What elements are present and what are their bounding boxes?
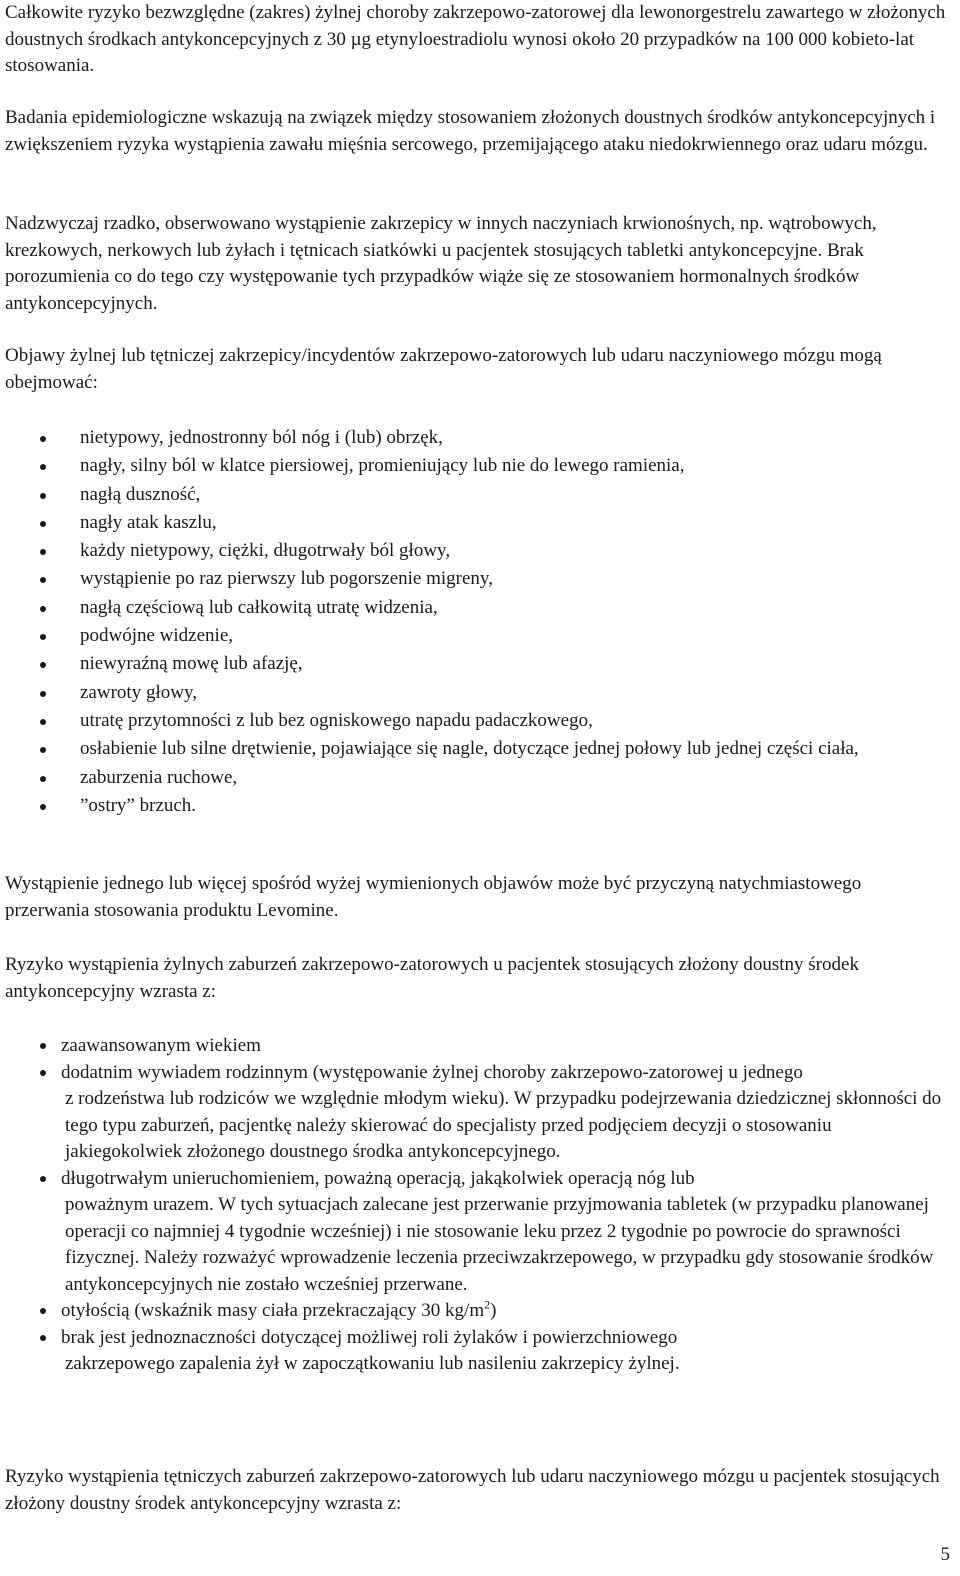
- bullet-icon: [40, 662, 46, 668]
- bullet-icon: [40, 606, 46, 612]
- list-item: dodatnim wywiadem rodzinnym (występowanie żylnej choroby zakrzepowo-zatorowej u jednego z rodzeństwa lub rodziców we względnie młodym wieku). W przypadku podejrzewania dziedzicznej skłonności do tego typu zaburzeń, pacjentkę należy skierować do specjalisty przed podjęciem decyzji o stosowaniu jakiegokolwiek złożonego doustnego środka antykoncepcyjnego.: [40, 1060, 952, 1166]
- bullet-icon: [40, 719, 46, 725]
- paragraph-stop-treatment: [5, 871, 950, 924]
- list-item: utratę przytomności z lub bez ogniskowego napadu padaczkowego,: [40, 707, 950, 735]
- bullet-icon: [40, 493, 46, 499]
- list-item: niewyraźną mowę lub afazję,: [40, 650, 950, 678]
- list-item: nagłą duszność,: [40, 481, 950, 509]
- list-item: nietypowy, jednostronny ból nóg i (lub) obrzęk,: [40, 424, 950, 452]
- paragraph-rare-thrombosis: [5, 211, 950, 317]
- list-item: wystąpienie po raz pierwszy lub pogorszenie migreny,: [40, 565, 950, 593]
- bullet-icon: [40, 691, 46, 697]
- list-item: osłabienie lub silne drętwienie, pojawiające się nagle, dotyczące jednej połowy lub jednej części ciała,: [40, 735, 950, 763]
- bullet-icon: [40, 436, 46, 442]
- paragraph-text: Badania epidemiologiczne wskazują na związek między stosowaniem złożonych doustnych środków antykoncepcyjnych i zwiększeniem ryzyka wystąpienia zawału mięśnia sercowego, przemijającego ataku niedokrwiennego oraz udaru mózgu.: [5, 107, 936, 155]
- bullet-icon: [40, 1308, 46, 1314]
- bullet-icon: [40, 549, 46, 555]
- list-item: nagłą częściową lub całkowitą utratę widzenia,: [40, 594, 950, 622]
- bullet-icon: [40, 1043, 46, 1049]
- paragraph-symptoms-intro: [5, 343, 950, 396]
- bullet-icon: [40, 577, 46, 583]
- paragraph-text: Objawy żylnej lub tętniczej zakrzepicy/incydentów zakrzepowo-zatorowych lub udaru naczyniowego mózgu mogą obejmować:: [5, 345, 882, 393]
- list-item: długotrwałym unieruchomieniem, poważną operacją, jakąkolwiek operacją nóg lub poważnym urazem. W tych sytuacjach zalecane jest przerwanie przyjmowania tabletek (w przypadku planowanej operacji co najmniej 4 tygodnie wcześniej) i nie stosowanie leku przez 2 tygodnie po powrocie do sprawności fizycznej. Należy rozważyć wprowadzenie leczenia przeciwzakrzepowego, w przypadku gdy stosowanie środków antykoncepcyjnych nie zostało wcześniej przerwane.: [40, 1166, 952, 1299]
- page-number: 5: [940, 1544, 950, 1565]
- bullet-icon: [40, 1335, 46, 1341]
- list-item: podwójne widzenie,: [40, 622, 950, 650]
- paragraph-text: Ryzyko wystąpienia żylnych zaburzeń zakrzepowo-zatorowych u pacjentek stosujących złożony doustny środek antykoncepcyjny wzrasta z:: [5, 954, 859, 1002]
- paragraph-absolute-risk: [5, 0, 950, 80]
- bullet-icon: [40, 776, 46, 782]
- list-item: zawroty głowy,: [40, 679, 950, 707]
- list-item: każdy nietypowy, ciężki, długotrwały ból głowy,: [40, 537, 950, 565]
- paragraph-text: Całkowite ryzyko bezwzględne (zakres) żylnej choroby zakrzepowo-zatorowej dla lewonorgestrelu zawartego w złożonych doustnych środkach antykoncepcyjnych z 30 µg etynyloestradiolu wynosi około 20 przypadków na 100 000 kobieto-lat stosowania.: [5, 2, 946, 76]
- bullet-icon: [40, 1176, 46, 1182]
- list-item: nagły, silny ból w klatce piersiowej, promieniujący lub nie do lewego ramienia,: [40, 452, 950, 480]
- list-item: nagły atak kaszlu,: [40, 509, 950, 537]
- paragraph-text: Wystąpienie jednego lub więcej spośród wyżej wymienionych objawów może być przyczyną natychmiastowego przerwania stosowania produktu Levomine.: [5, 873, 862, 921]
- symptoms-list: [40, 424, 950, 820]
- bullet-icon: [40, 634, 46, 640]
- paragraph-arterial-risk-intro: [5, 1464, 950, 1517]
- bullet-icon: [40, 521, 46, 527]
- list-item: brak jest jednoznaczności dotyczącej możliwej roli żylaków i powierzchniowego zakrzepowego zapalenia żył w zapoczątkowaniu lub nasileniu zakrzepicy żylnej.: [40, 1325, 952, 1378]
- bullet-icon: [40, 804, 46, 810]
- list-item: otyłością (wskaźnik masy ciała przekraczający 30 $kg/m^2$): [40, 1298, 952, 1325]
- paragraph-text: Nadzwyczaj rzadko, obserwowano wystąpienie zakrzepicy w innych naczyniach krwionośnych, np. wątrobowych, krezkowych, nerkowych lub żyłach i tętnicach siatkówki u pacjentek stosujących tabletki antykoncepcyjne. Brak porozumienia co do tego czy występowanie tych przypadków wiąże się ze stosowaniem hormonalnych środków antykoncepcyjnych.: [5, 213, 877, 314]
- paragraph-epidemiology: [5, 105, 950, 158]
- list-item: ”ostry” brzuch.: [40, 792, 950, 820]
- list-item: zaburzenia ruchowe,: [40, 764, 950, 792]
- bullet-icon: [40, 464, 46, 470]
- paragraph-venous-risk-intro: [5, 952, 950, 1005]
- bullet-icon: [40, 747, 46, 753]
- bullet-icon: [40, 1070, 46, 1076]
- venous-risk-list: [40, 1033, 952, 1378]
- list-item: zaawansowanym wiekiem: [40, 1033, 952, 1060]
- paragraph-text: Ryzyko wystąpienia tętniczych zaburzeń zakrzepowo-zatorowych lub udaru naczyniowego mózgu u pacjentek stosujących złożony doustny środek antykoncepcyjny wzrasta z:: [5, 1466, 940, 1514]
